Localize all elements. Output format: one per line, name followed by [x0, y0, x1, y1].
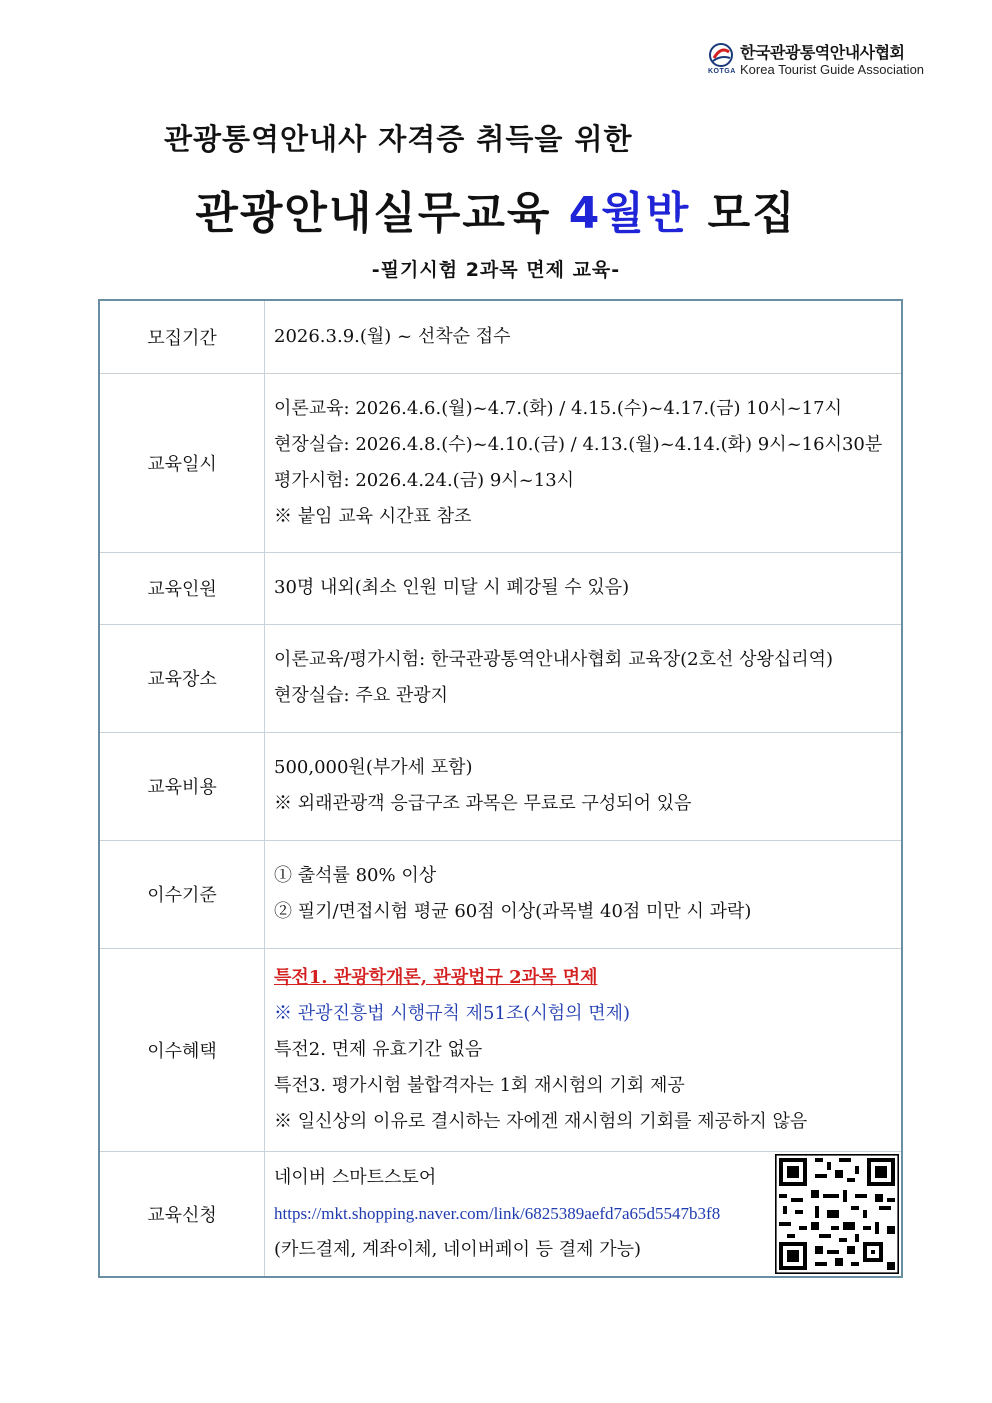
row-content — [265, 732, 903, 840]
content-line: 현장실습: 주요 관광지 — [274, 685, 448, 706]
table-row — [99, 840, 902, 948]
association-logo — [708, 40, 938, 80]
content-line: ※ 일신상의 이유로 결시하는 자에겐 재시험의 기회를 제공하지 않음 — [274, 1110, 808, 1132]
row-content — [265, 373, 903, 552]
content-line: 네이버 스마트스토어 — [274, 1166, 437, 1188]
row-label: 교육인원 — [99, 552, 265, 624]
row-content — [265, 552, 903, 624]
content-line: ※ 붙임 교육 시간표 참조 — [274, 505, 472, 527]
title-highlight: 4월반 — [568, 188, 691, 239]
table-row — [99, 373, 902, 552]
row-label: 모집기간 — [99, 300, 265, 373]
content-line: 30명 내외(최소 인원 미달 시 폐강될 수 있음) — [274, 577, 630, 598]
page-title — [0, 177, 992, 241]
row-content — [265, 948, 903, 1151]
logo-korean-name: 한국관광통역안내사협회 — [740, 43, 905, 62]
row-content — [265, 1151, 903, 1277]
table-row — [99, 948, 902, 1151]
page-tagline: -필기시험 2과목 면제 교육- — [371, 259, 621, 281]
benefit-legal-note: ※ 관광진흥법 시행규칙 제51조(시험의 면제) — [274, 1002, 631, 1024]
row-label: 교육일시 — [99, 373, 265, 552]
content-line: 이론교육: 2026.4.6.(월)~4.7.(화) / 4.15.(수)~4.17.(금) 10시~17시 — [274, 397, 842, 419]
page-subtitle: 관광통역안내사 자격증 취득을 위한 — [164, 122, 633, 156]
info-table — [98, 299, 903, 1278]
row-label: 교육신청 — [99, 1151, 265, 1277]
content-line: ① 출석률 80% 이상 — [274, 865, 437, 886]
title-end: 모집 — [707, 188, 797, 239]
table-row — [99, 552, 902, 624]
content-line: 평가시험: 2026.4.24.(금) 9시~13시 — [274, 469, 575, 491]
content-line: (카드결제, 계좌이체, 네이버페이 등 결제 가능) — [274, 1238, 642, 1260]
content-line: 500,000원(부가세 포함) — [274, 757, 473, 778]
table-row — [99, 300, 902, 373]
row-label: 이수혜택 — [99, 948, 265, 1151]
content-line: 2026.3.9.(월) ~ 선착순 접수 — [274, 325, 511, 347]
benefit-highlight: 특전1. 관광학개론, 관광법규 2과목 면제 — [274, 966, 598, 988]
content-line: ※ 외래관광객 응급구조 과목은 무료로 구성되어 있음 — [274, 793, 692, 814]
content-line: 특전2. 면제 유효기간 없음 — [274, 1038, 483, 1060]
table-row — [99, 1151, 902, 1277]
row-label: 교육비용 — [99, 732, 265, 840]
table-row — [99, 624, 902, 732]
apply-link[interactable]: https://mkt.shopping.naver.com/link/6825389aefd7a65d5547b3f8 — [274, 1203, 721, 1223]
row-content — [265, 624, 903, 732]
logo-abbreviation: KOTGA — [708, 68, 736, 75]
table-row — [99, 732, 902, 840]
logo-english-name: Korea Tourist Guide Association — [740, 62, 925, 77]
qr-code-icon[interactable] — [775, 1154, 899, 1274]
row-content — [265, 300, 903, 373]
content-line: 현장실습: 2026.4.8.(수)~4.10.(금) / 4.13.(월)~4.14.(화) 9시~16시30분 — [274, 433, 883, 455]
row-label: 이수기준 — [99, 840, 265, 948]
content-line: 특전3. 평가시험 불합격자는 1회 재시험의 기회 제공 — [274, 1074, 685, 1096]
row-label: 교육장소 — [99, 624, 265, 732]
title-main: 관광안내실무교육 — [195, 188, 552, 239]
content-line: ② 필기/면접시험 평균 60점 이상(과목별 40점 미만 시 과락) — [274, 901, 752, 922]
content-line: 이론교육/평가시험: 한국관광통역안내사협회 교육장(2호선 상왕십리역) — [274, 649, 834, 670]
row-content — [265, 840, 903, 948]
kotga-logo-icon — [708, 42, 734, 68]
